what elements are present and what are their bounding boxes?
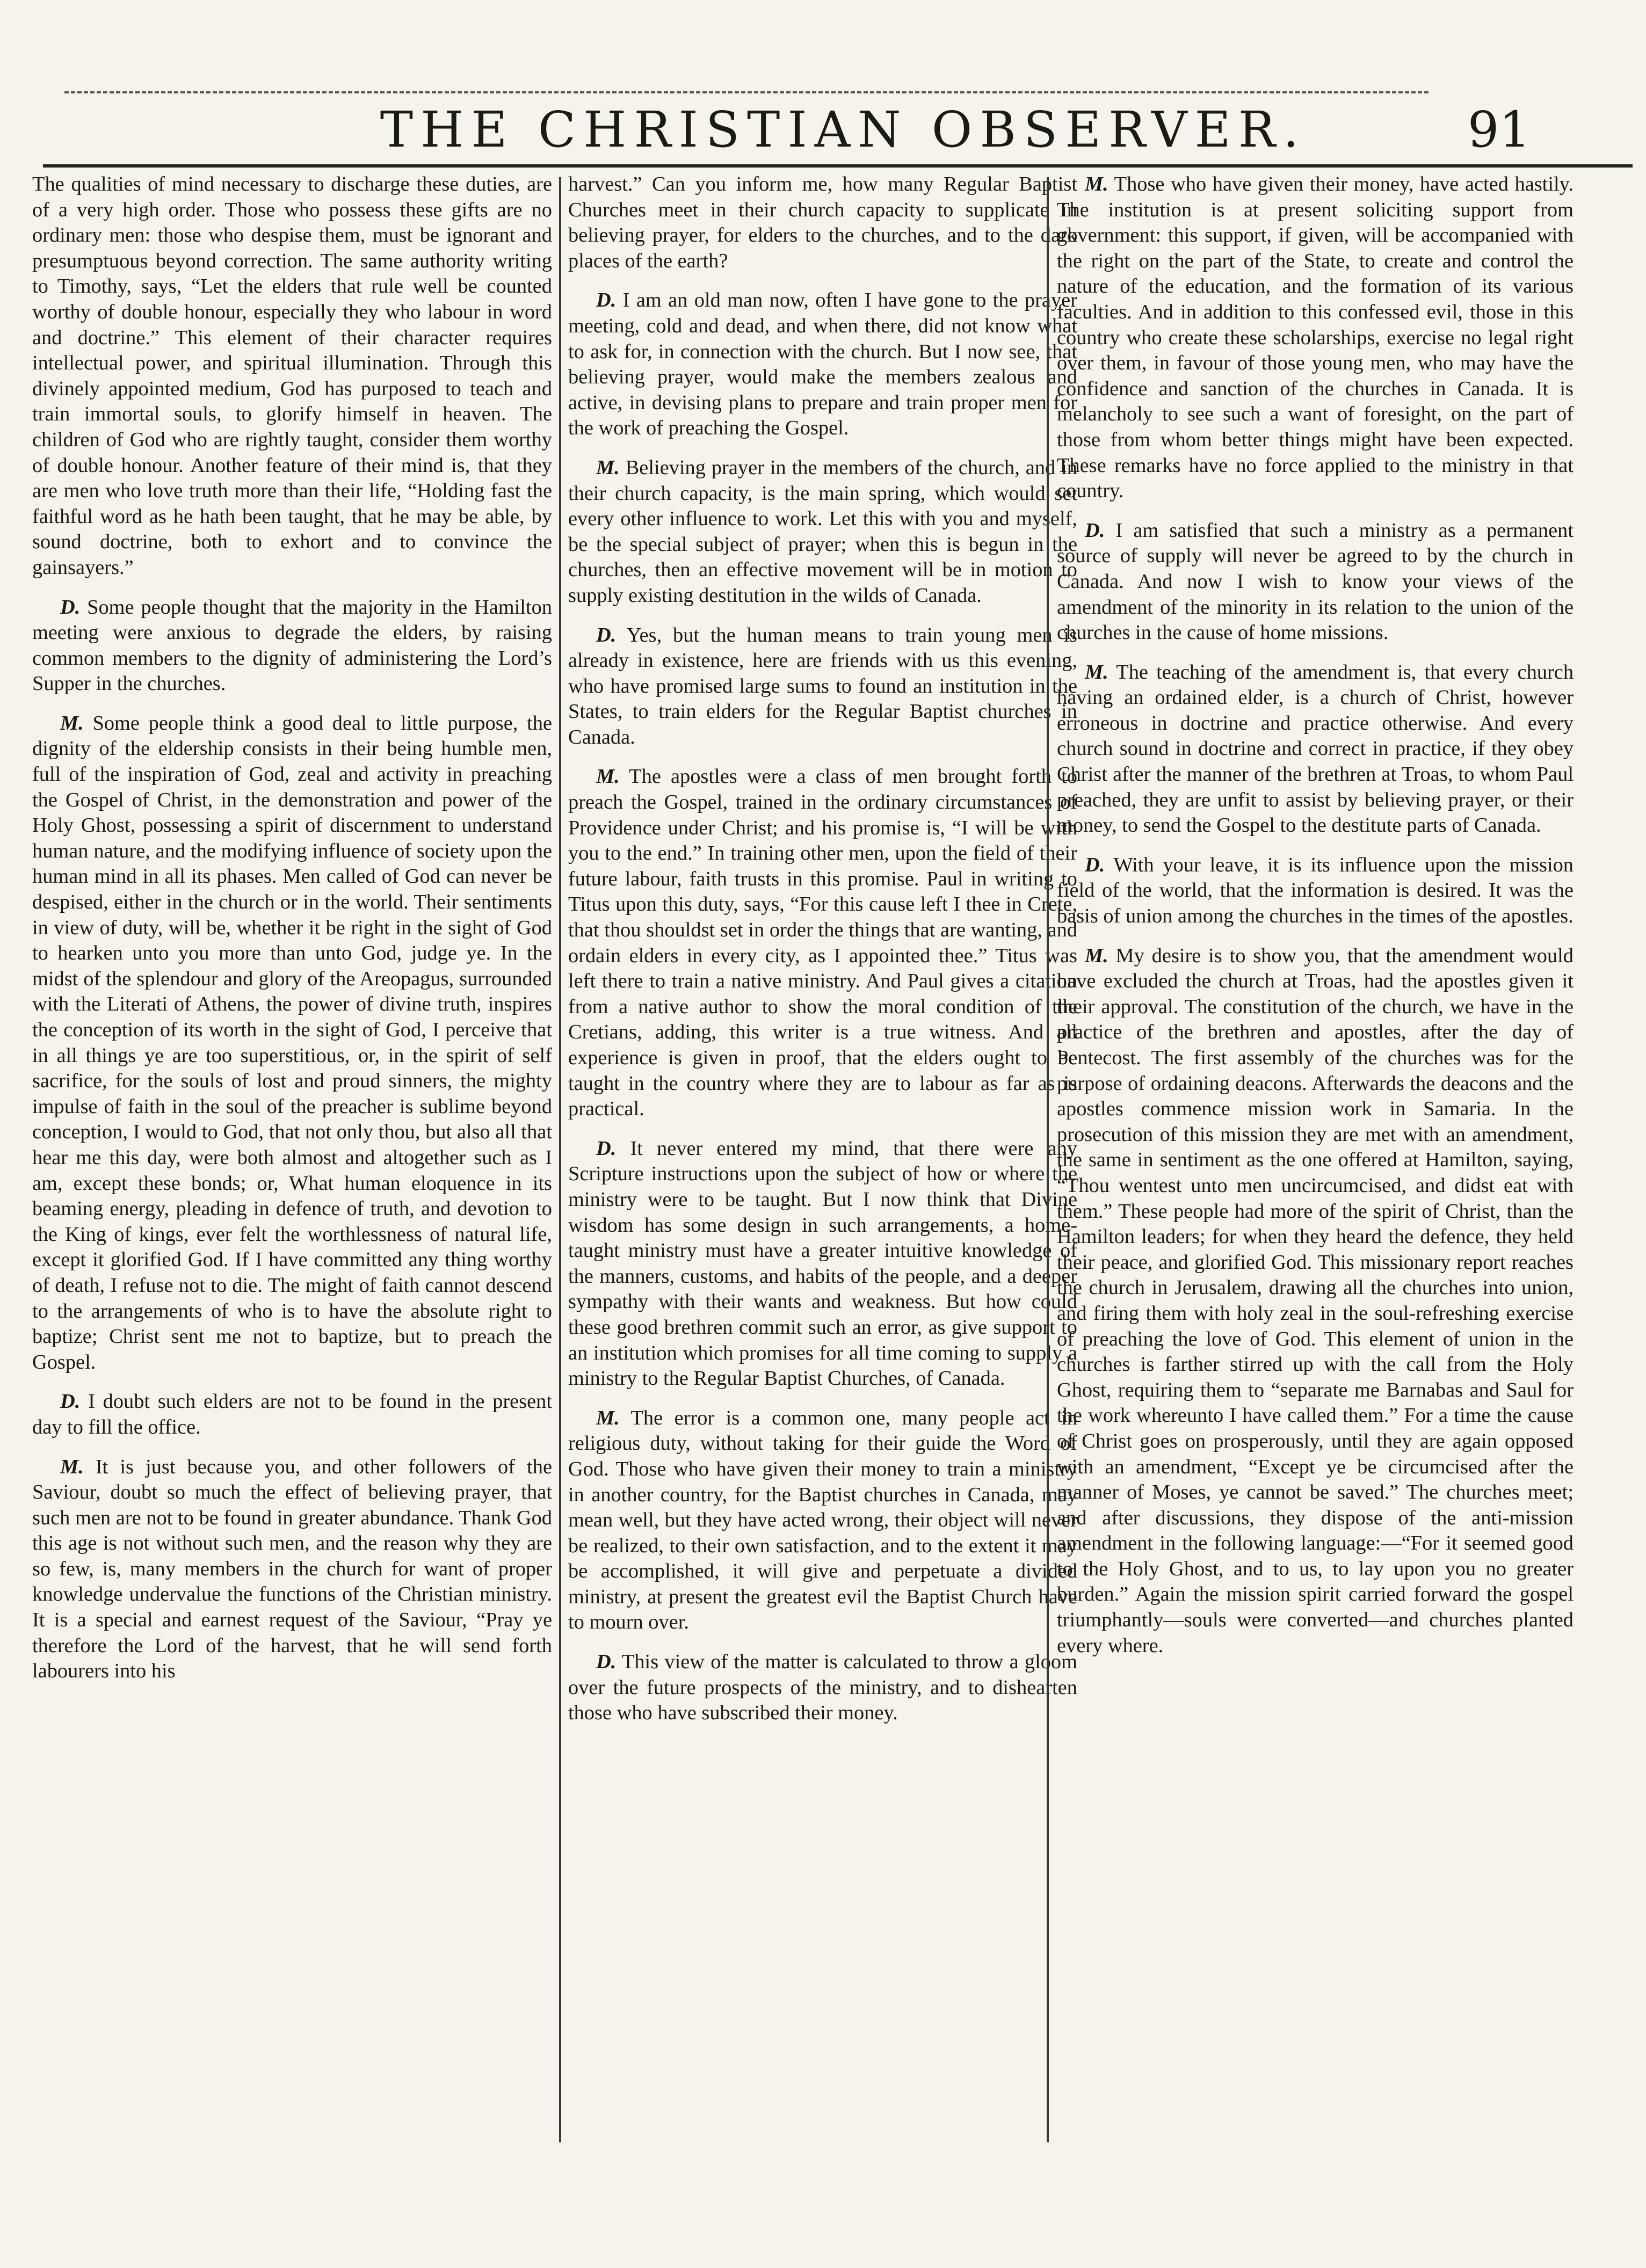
masthead — [75, 97, 1611, 166]
paragraph-text: Yes, but the human means to train young men is already in existence, here are friends with us this evening, who have promised large sums to found an institution in the States, to train elders for the Regular Baptist churches in Canada. — [568, 623, 1077, 748]
paragraph-text: I am an old man now, often I have gone to the prayer meeting, cold and dead, and when there, did not know what to ask for, in connection with the church. But I now see, that believing prayer, would make the members zealous and active, in devising plans to prepare and train proper men for the work of preaching the Gospel. — [568, 289, 1077, 440]
speaker-label: M. — [60, 1455, 84, 1478]
speaker-label: D. — [60, 1390, 81, 1413]
paragraph — [568, 172, 1077, 274]
speaker-label: D. — [596, 623, 617, 646]
speaker-label: M. — [60, 711, 84, 735]
header-rule — [43, 164, 1633, 168]
paragraph — [1057, 853, 1574, 929]
speaker-label: D. — [596, 1137, 617, 1160]
paragraph-text: The qualities of mind necessary to discharge these duties, are of a very high order. Those who possess these gifts are no ordinary men: those who despise them, must be ignorant and presumptuous beyond correction. The same authority writing to Timothy, says, “Let the elders that rule well be counted worthy of double honour, especially they who labour in word and doctrine.” This element of their character requires intellectual power, and spiritual illumination. Through this divinely appointed medium, God has purposed to teach and train immortal souls, to glorify himself in heaven. The children of God who are rightly taught, consider them worthy of double honour. Another feature of their mind is, that they are men who love truth more than their life, “Holding fast the faithful word as he hath been taught, that he may be able, by sound doctrine, both to exhort and to convince the gainsayers.” — [32, 173, 552, 579]
paragraph — [1057, 172, 1574, 504]
speaker-label: M. — [596, 1406, 620, 1429]
paragraph — [32, 711, 552, 1375]
paragraph — [568, 455, 1077, 609]
paragraph-text: The teaching of the amendment is, that every church having an ordained elder, is a church of Christ, however erroneous in doctrine and practice otherwise. And every church sound in doctrine and correct in practice, if they obey Christ after the manner of the brethren at Troas, to whom Paul preached, they are unfit to assist by believing prayer, or their money, to send the Gospel to the destitute parts of Canada. — [1057, 660, 1574, 837]
paragraph-text: It is just because you, and other followers of the Saviour, doubt so much the effect of believing prayer, that such men are not to be found in greater abundance. Thank God this age is not without such men, and the reason why they are so few, is, many members in the church for want of proper knowledge undervalue the functions of the Christian ministry. It is a special and earnest request of the Saviour, “Pray ye therefore the Lord of the harvest, that he will send forth labourers into his — [32, 1455, 552, 1683]
column-1 — [32, 172, 552, 2244]
speaker-label: D. — [1085, 853, 1105, 876]
paragraph-text: Those who have given their money, have acted hastily. The institution is at present soliciting support from government: this support, if given, will be accompanied with the right on the part of the State, to create and control the nature of the education, and the formation of its various faculties. And in addition to this confessed evil, those in this country who create these scholarships, exercise no legal right over them, in favour of those young men, who may have the confidence and sanction of the churches in Canada. It is melancholy to see such a want of foresight, on the part of those from whom better things might have been expected. These remarks have no force applied to the ministry in that country. — [1057, 173, 1574, 503]
paragraph-text: It never entered my mind, that there were any Scripture instructions upon the subject of how or where the ministry were to be taught. But I now think that Divine wisdom has some design in such arrangements, a home-taught ministry must have a greater intuitive knowledge of the manners, customs, and habits of the people, and a deeper sympathy with their wants and weakness. But how could these good brethren commit such an error, as give support to an institution which promises for all time coming to supply a ministry to the Regular Baptist Churches, of Canada. — [568, 1137, 1077, 1390]
column-3 — [1057, 172, 1574, 2244]
column-divider — [1047, 177, 1049, 2142]
speaker-label: M. — [596, 765, 620, 788]
page-title: THE CHRISTIAN OBSERVER. — [380, 101, 1307, 158]
column-divider — [559, 177, 561, 2142]
paragraph-text: Some people thought that the majority in the Hamilton meeting were anxious to degrade the elders, by raising common members to the dignity of administering the Lord’s Supper in the churches. — [32, 595, 552, 695]
paragraph — [568, 623, 1077, 751]
paragraph-text: This view of the matter is calculated to throw a gloom over the future prospects of the ministry, and to dishearten those who have subscribed their money. — [568, 1651, 1077, 1725]
speaker-label: M. — [1085, 660, 1108, 684]
speaker-label: D. — [596, 289, 617, 312]
paragraph — [568, 764, 1077, 1122]
paragraph — [32, 1389, 552, 1440]
paragraph — [32, 172, 552, 581]
paragraph-text: The apostles were a class of men brought forth to preach the Gospel, trained in the ordinary circumstances of Providence under Christ; and his promise is, “I will be with you to the end.” In training other men, upon the field of their future labour, faith trusts in this promise. Paul in writing to Titus upon this duty, says, “For this cause left I thee in Crete, that thou shouldst set in order the things that are wanting, and ordain elders in every city, as I appointed thee.” Titus was left there to train a native ministry. And Paul gives a citation from a native author to show the moral condition of the Cretians, adding, this writer is a true witness. And all experience is given in proof, that the elders ought to be taught in the country where they are to labour as far as is practical. — [568, 765, 1077, 1121]
paragraph — [1057, 518, 1574, 646]
paragraph — [568, 288, 1077, 441]
speaker-label: D. — [596, 1651, 617, 1674]
column-2 — [568, 172, 1077, 2244]
paragraph — [568, 1406, 1077, 1635]
paragraph-text: The error is a common one, many people act in religious duty, without taking for their guide the Word of God. Those who have given their money to train a ministry in another country, for the Baptist churches in Canada, may mean well, but they have acted wrong, their object will never be realized, to their own satisfaction, and to the extent it may be accomplished, it will give and perpetuate a divided ministry, at present the greatest evil the Baptist Church have to mourn over. — [568, 1406, 1077, 1634]
paragraph-text: harvest.” Can you inform me, how many Regular Baptist Churches meet in their church capacity to supplicate in believing prayer, for elders to the churches, and to the dark places of the earth? — [568, 173, 1077, 272]
speaker-label: D. — [1085, 519, 1105, 542]
paragraph — [1057, 660, 1574, 839]
paragraph — [568, 1649, 1077, 1726]
paragraph — [32, 1455, 552, 1684]
paragraph — [32, 595, 552, 697]
paragraph-text: Some people think a good deal to little purpose, the dignity of the eldership consists in their being humble men, full of the inspiration of God, zeal and activity in preaching the Gospel of Christ, in the demonstration and power of the Holy Ghost, possessing a spirit of discernment to understand human nature, and the modifying influence of society upon the human mind in all its phases. Men called of God can never be despised, either in the church or in the world. Their sentiments in view of duty, will be, whether it be right in the sight of God to hearken unto you more than unto God, judge ye. In the midst of the splendour and glory of the Areopagus, surrounded with the Literati of Athens, the power of divine truth, inspires the conception of its worth in the sight of God, I perceive that in all things ye are too superstitious, or, in the spirit of self sacrifice, for the souls of lost and proud sinners, the mighty impulse of faith in the soul of the preacher is sublime beyond conception, I would to God, that not only thou, but also all that hear me this day, were both almost and altogether such as I am, except these bonds; or, What human eloquence in its beaming energy, pleading in defence of truth, and devotion to the King of kings, ever felt the worthlessness of natural life, except it glorified God. If I have committed any thing worthy of death, I refuse not to die. The might of faith cannot descend to the arrangements of who is to have the absolute right to baptize; Christ sent me not to baptize, but to preach the Gospel. — [32, 711, 552, 1373]
page-number: 91 — [1467, 101, 1531, 158]
speaker-label: D. — [60, 595, 81, 619]
speaker-label: M. — [596, 456, 620, 479]
paragraph-text: I am satisfied that such a ministry as a permanent source of supply will never be agreed to by the church in Canada. And now I wish to know your views of the amendment of the minority in its relation to the union of the churches in the cause of home missions. — [1057, 519, 1574, 644]
paragraph — [1057, 943, 1574, 1659]
paragraph — [568, 1136, 1077, 1392]
speaker-label: M. — [1085, 173, 1108, 195]
top-dashed-rule — [64, 91, 1429, 93]
paragraph-text: Believing prayer in the members of the church, and in their church capacity, is the main spring, which would set every other influence to work. Let this with you and myself, be the special subject of prayer; when this is begun in the churches, then an effective movement will be in motion to supply existing destitution in the wilds of Canada. — [568, 456, 1077, 607]
paragraph-text: I doubt such elders are not to be found in the present day to fill the office. — [32, 1390, 552, 1438]
paragraph-text: My desire is to show you, that the amendment would have excluded the church at Troas, had the apostles given it their approval. The constitution of the church, we have in the practice of the brethren and apostles, after the day of Pentecost. The first assembly of the churches was for the purpose of ordaining deacons. Afterwards the deacons and the apostles commence mission work in Samaria. In the prosecution of this mission they are met with an amendment, the same in sentiment as the one offered at Hamilton, saying, “Thou wentest unto men uncircumcised, and didst eat with them.” These people had more of the spirit of Christ, than the Hamilton leaders; for when they heard the defence, they held their peace, and glorified God. This missionary report reaches the church in Jerusalem, drawing all the churches into union, and firing them with holy zeal in the soul-refreshing exercise of preaching the love of God. This element of union in the churches is farther stirred up with the call from the Holy Ghost, requiring them to “separate me Barnabas and Saul for the work whereunto I have called them.” For a time the cause of Christ goes on prosperously, until they are again opposed with an amendment, “Except ye be circumcised after the manner of Moses, ye cannot be saved.” The churches meet; and after discussions, they dispose of the anti-mission amendment in the following language:—“For it seemed good to the Holy Ghost, and to us, to lay upon you no greater burden.” Again the mission spirit carried forward the gospel triumphantly—souls were converted—and churches planted every where. — [1057, 944, 1574, 1657]
speaker-label: M. — [1085, 944, 1108, 967]
paragraph-text: With your leave, it is its influence upon the mission field of the world, that the information is desired. It was the basis of union among the churches in the times of the apostles. — [1057, 853, 1574, 928]
